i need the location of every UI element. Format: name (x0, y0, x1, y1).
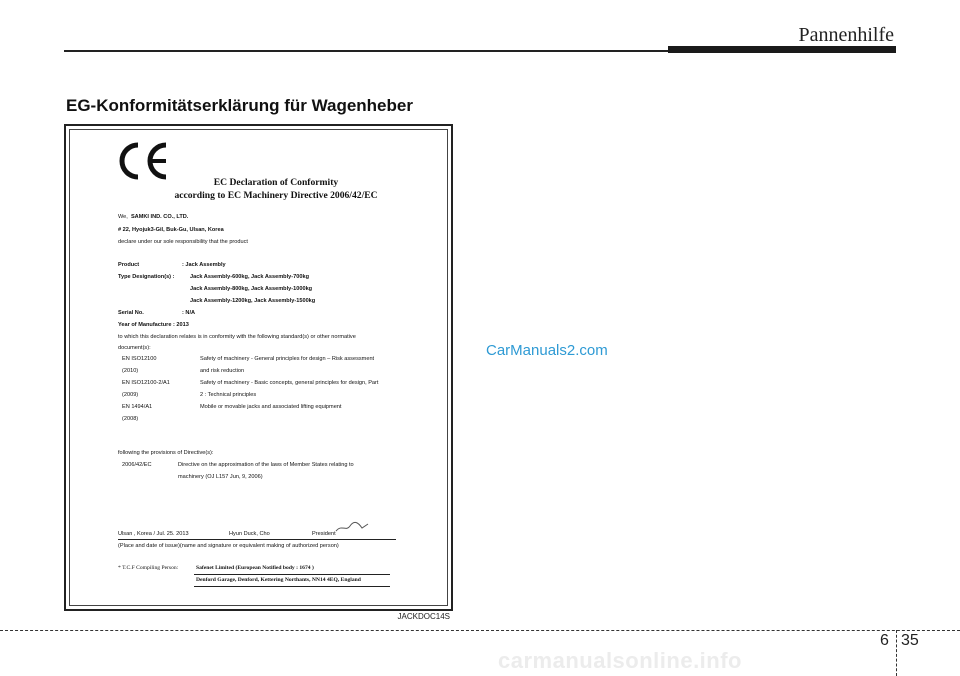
standard-code: EN ISO12100 (122, 356, 157, 362)
standard-code: (2010) (122, 368, 139, 374)
standard-text: 2 : Technical principles (200, 392, 257, 398)
year-of-manufacture: Year of Manufacture : 2013 (118, 322, 189, 328)
footer-site-watermark: carmanualsonline.info (498, 648, 742, 673)
image-code: JACKDOC14S (397, 612, 450, 621)
serial-value: : N/A (182, 310, 196, 316)
declaration-title-line2: according to EC Machinery Directive 2006/42/EC (174, 190, 378, 201)
declaration-image (64, 124, 453, 611)
company-address: # 22, Hyojuk3-Gil, Buk-Gu, Ulsan, Korea (118, 227, 224, 233)
type-line-1: Jack Assembly-600kg, Jack Assembly-700kg (190, 274, 309, 280)
page-number: 35 (901, 632, 919, 649)
header-tab-bar (668, 46, 896, 53)
conformity-line-2: document(s): (118, 345, 151, 351)
declare-line: declare under our sole responsibility that the product (118, 239, 248, 245)
sign-place-date: Ulsan , Korea / Jul. 25. 2013 (118, 531, 189, 537)
product-value: : Jack Assembly (182, 262, 226, 268)
signature-rule (118, 539, 396, 540)
standard-code: EN ISO12100-2/A1 (122, 380, 170, 386)
company-name: SAMKI IND. CO., LTD. (130, 214, 189, 220)
standard-code: (2009) (122, 392, 139, 398)
tcf-company-rule (194, 574, 390, 575)
sign-name: Hyun Duck, Cho (229, 531, 270, 537)
tcf-company: Safenet Limited (European Notified body : 1674 ) (196, 565, 314, 571)
section-title: Pannenhilfe (798, 24, 894, 46)
footer-rule (0, 630, 960, 631)
directive-line-2: machinery (OJ L157 Jun, 9, 2006) (178, 474, 263, 480)
watermark-link[interactable]: CarManuals2.com (486, 342, 608, 359)
type-line-3: Jack Assembly-1200kg, Jack Assembly-1500kg (190, 298, 316, 304)
type-label: Type Designation(s) : (118, 274, 175, 280)
chapter-number: 6 (880, 632, 889, 649)
standard-text: Safety of machinery - Basic concepts, general principles for design, Part (200, 380, 379, 386)
conformity-line-1: to which this declaration relates is in conformity with the following standard(s) or other normative (118, 334, 356, 340)
tcf-label: * T.C.F Compiling Person: (118, 565, 179, 571)
declaration-title (126, 176, 426, 202)
serial-label: Serial No. (118, 310, 144, 316)
standard-code: EN 1494/A1 (122, 404, 153, 410)
tcf-address-rule (194, 586, 390, 587)
directive-line-1: Directive on the approximation of the laws of Member States relating to (178, 462, 354, 468)
signature-icon (334, 520, 370, 534)
tcf-address: Denford Garage, Denford, Kettering Northants, NN14 4EQ, England (196, 577, 361, 583)
directive-code: 2006/42/EC (122, 462, 152, 468)
we-line (118, 214, 188, 221)
we-label: We, (118, 214, 128, 220)
standard-text: and risk reduction (200, 368, 245, 374)
standard-code: (2008) (122, 416, 139, 422)
declaration-title-line1: EC Declaration of Conformity (213, 177, 339, 188)
standard-text: Mobile or movable jacks and associated lifting equipment (200, 404, 342, 410)
standard-text: Safety of machinery - General principles for design – Risk assessment (200, 356, 375, 362)
page-heading: EG-Konformitätserklärung für Wagenheber (66, 96, 413, 115)
footer-separator (896, 630, 897, 676)
ce-mark-icon (118, 141, 174, 181)
type-line-2: Jack Assembly-800kg, Jack Assembly-1000kg (190, 286, 313, 292)
provisions-line: following the provisions of Directive(s): (118, 450, 214, 456)
sign-title: President (312, 531, 336, 537)
sign-caption: (Place and date of issue)(name and signature or equivalent making of authorized person) (118, 543, 339, 549)
product-label: Product (118, 262, 140, 268)
